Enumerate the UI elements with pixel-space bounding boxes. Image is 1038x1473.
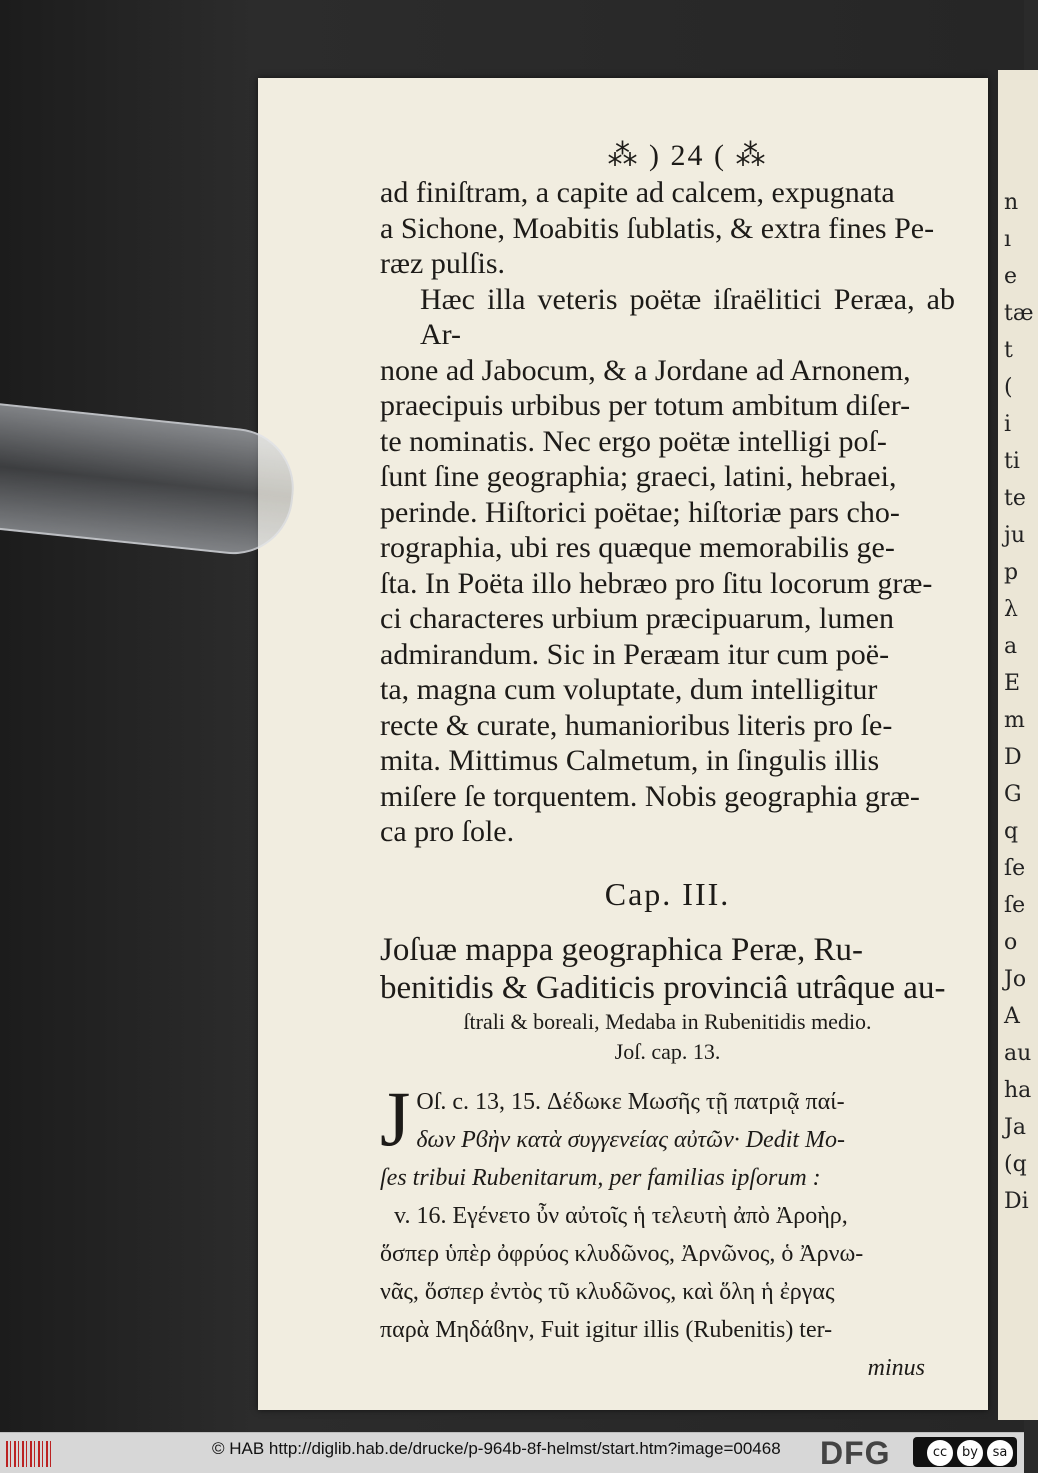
right-page-fragment: m xyxy=(1004,708,1025,733)
text-line: praecipuis urbibus per totum ambitum diſer- xyxy=(380,389,911,422)
right-page-fragment: (q xyxy=(1004,1152,1027,1177)
right-page-fragment: E xyxy=(1004,671,1021,696)
text-line: ſunt ſine geographia; graeci, latini, hebraei, xyxy=(380,460,897,493)
page-clip xyxy=(0,402,300,560)
right-page-fragment: ha xyxy=(1004,1078,1032,1103)
page-text xyxy=(380,138,955,1387)
text-line: ta, magna cum voluptate, dum intelligitur xyxy=(380,673,878,706)
right-page-fragment: λ xyxy=(1004,597,1018,622)
sa-icon: sa xyxy=(987,1440,1013,1466)
copyright-link[interactable]: © HAB http://diglib.hab.de/drucke/p-964b-8f-helmst/start.htm?image=00468 xyxy=(212,1439,781,1458)
text-line: ὅσπερ ὑπὲρ ὀφρύος κλυδῶνος, Ἀρνῶνος, ὁ Ἀρνω- xyxy=(380,1240,864,1267)
right-page-fragment: G xyxy=(1004,782,1022,807)
text-line: δων Ρϐὴν κατὰ συγγενείας αὐτῶν· Dedit Mo- xyxy=(416,1126,846,1153)
dfg-logo: DFG xyxy=(820,1435,891,1471)
viewer-footer-bar xyxy=(0,1432,1024,1473)
right-page-fragment: q xyxy=(1004,819,1019,844)
subtitle-line: Joſuæ mappa geographica Peræ, Ru- xyxy=(380,931,863,968)
right-page-fragment: ju xyxy=(1004,523,1025,548)
text-line: perinde. Hiſtorici poëtae; hiſtoriæ pars cho- xyxy=(380,495,900,529)
text-line: Oſ. c. 13, 15. Δέδωκε Μωσῆς τῇ πατριᾷ παί- xyxy=(416,1088,845,1115)
catchword: minus xyxy=(867,1354,925,1381)
creative-commons-badge[interactable] xyxy=(913,1437,1017,1467)
subtitle-line: benitidis & Gaditicis provinciâ utrâque au- xyxy=(380,969,946,1006)
right-page-fragment: ſe xyxy=(1004,856,1026,881)
text-line: recte & curate, humanioribus literis pro ſe- xyxy=(380,708,893,742)
right-page-fragment: te xyxy=(1004,486,1026,511)
paragraph-1 xyxy=(380,175,955,282)
right-page-fragment: a xyxy=(1004,634,1018,659)
text-line: mita. Mittimus Calmetum, in ſingulis illis xyxy=(380,744,880,777)
right-page-fragment: e xyxy=(1004,264,1018,289)
right-page-fragment: Jo xyxy=(1004,967,1027,992)
quotation-block xyxy=(380,1074,955,1387)
cc-icon: cc xyxy=(927,1440,953,1466)
page-header: ⁂ ) 24 ( ⁂ xyxy=(607,139,768,172)
text-line: ſta. In Poëta illo hebræo pro ſitu locorum græ- xyxy=(380,566,933,600)
right-page-fragment: ( xyxy=(1004,375,1013,400)
text-line: Hæc illa veteris poëtæ iſraëlitici Peræa, ab Ar- xyxy=(420,282,955,351)
text-line: none ad Jabocum, & a Jordane ad Arnonem, xyxy=(380,353,911,387)
right-page-fragment: ı xyxy=(1004,227,1012,252)
right-page-fragment: o xyxy=(1004,930,1018,955)
right-page-edge xyxy=(998,70,1038,1420)
text-line: admirandum. Sic in Peræam itur cum poë- xyxy=(380,637,890,671)
right-page-fragment: ti xyxy=(1004,449,1020,474)
right-page-fragment: au xyxy=(1004,1041,1032,1066)
right-page-fragment: ſe xyxy=(1004,893,1026,918)
right-page-fragment: tæ xyxy=(1004,301,1034,326)
text-line: a Sichone, Moabitis ſublatis, & extra fines Pe- xyxy=(380,211,935,245)
text-line: ca pro ſole. xyxy=(380,815,515,848)
right-page-fragment: Ja xyxy=(1004,1115,1026,1140)
text-line: rographia, ubi res quæque memorabilis ge- xyxy=(380,531,895,564)
text-line: ad finiſtram, a capite ad calcem, expugnata xyxy=(380,176,895,209)
paragraph-2 xyxy=(380,282,955,850)
right-page-fragment: p xyxy=(1004,560,1019,585)
text-line: ræz pulſis. xyxy=(380,247,505,280)
subtitle-reference: Joſ. cap. 13. xyxy=(614,1038,721,1064)
by-icon: by xyxy=(957,1440,983,1466)
subtitle-line: ſtrali & boreali, Medaba in Rubenitidis medio. xyxy=(463,1008,872,1034)
right-page-fragment: Di xyxy=(1004,1189,1029,1214)
barcode-icon xyxy=(6,1441,52,1467)
text-line: παρὰ Μηδάϐην, Fuit igitur illis (Rubenitis) ter- xyxy=(380,1316,833,1343)
right-page-fragment: i xyxy=(1004,412,1012,437)
text-line: te nominatis. Nec ergo poëtæ intelligi poſ- xyxy=(380,424,887,458)
text-line: miſere ſe torquentem. Nobis geographia græ- xyxy=(380,779,920,813)
chapter-heading: Cap. III. xyxy=(604,875,731,912)
text-line: ci characteres urbium præcipuarum, lumen xyxy=(380,602,894,635)
text-line: ſes tribui Rubenitarum, per familias ipſorum : xyxy=(380,1164,821,1191)
text-line: v. 16. Εγένετο ὖν αὐτοῖς ἡ τελευτὴ ἀπὸ Ἀροὴρ, xyxy=(394,1202,848,1229)
right-page-fragment: A xyxy=(1004,1004,1020,1029)
right-page-fragment: t xyxy=(1004,338,1013,363)
text-line: νᾶς, ὅσπερ ἐντὸς τῦ κλυδῶνος, καὶ ὅλη ἡ ἐργας xyxy=(380,1278,835,1305)
chapter-subtitle xyxy=(380,931,955,1067)
right-page-fragment: D xyxy=(1004,745,1022,770)
right-page-fragment: n xyxy=(1004,190,1019,215)
drop-cap: J xyxy=(380,1074,411,1162)
